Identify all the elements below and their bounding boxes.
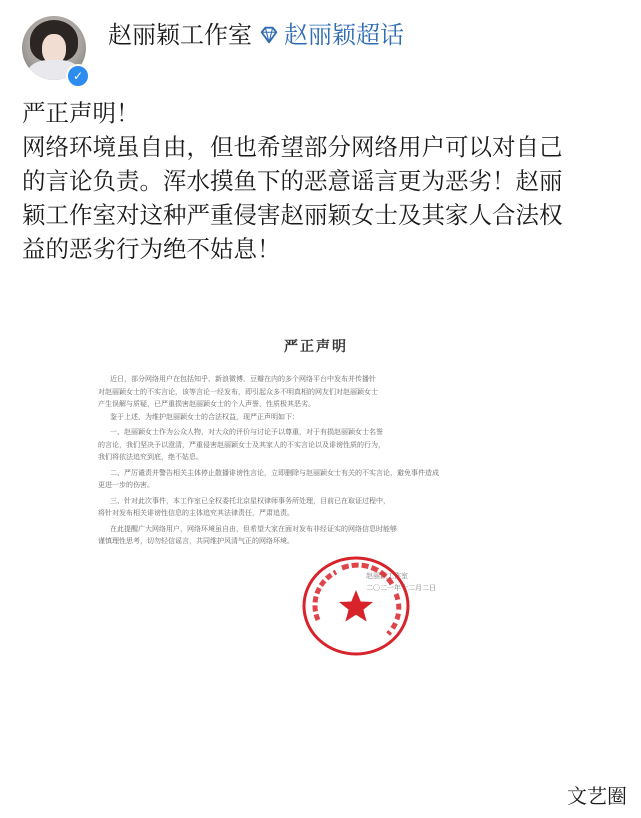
document-line: 一、赵丽颖女士作为公众人物，对大众的评价与讨论予以尊重，对于有损赵丽颖女士名誉 xyxy=(110,428,383,436)
document-line: 更进一步的伤害。 xyxy=(98,481,154,489)
document-line: 二、严厉谴责并警告相关主体停止散播诽谤性言论，立即删除与赵丽颖女士有关的不实言论，避免事件造成 xyxy=(110,468,439,477)
document-line: 的言论，我们坚决予以澄清，严重侵害赵丽颖女士及其家人的不实言论以及诽谤性质的行为， xyxy=(98,440,385,449)
signature-line: 二〇二一年十二月二日 xyxy=(366,584,436,592)
verified-badge-icon: ✓ xyxy=(66,64,90,88)
document-text xyxy=(98,374,534,549)
signature-line: 赵丽颖工作室 xyxy=(366,572,408,580)
document-title: 严正声明 xyxy=(284,339,348,355)
official-seal-icon xyxy=(296,550,416,660)
document-line: 对赵丽颖女士的不实言论，该等言论一经发布，即引起众多不明真相的网友们对赵丽颖女士 xyxy=(98,387,378,396)
post-text-line: 益的恶劣行为绝不姑息！ xyxy=(22,235,281,263)
post-text-line: 网络环境虽自由，但也希望部分网络用户可以对自己 xyxy=(22,133,563,161)
document-line: 三、针对此次事件，本工作室已全权委托北京星权律师事务所处理，目前已在取证过程中， xyxy=(110,496,390,505)
topic-link[interactable] xyxy=(258,20,404,50)
document-line: 谨慎理性思考，切勿轻信谣言，共同维护风清气正的网络环境。 xyxy=(98,537,294,545)
topic-link-label: 赵丽颖超话 xyxy=(284,21,404,49)
document-line: 我们将依法追究到底，绝不姑息。 xyxy=(98,453,203,461)
document-line: 将针对发布相关诽谤性信息的主体追究其法律责任，严肃追责。 xyxy=(98,509,294,517)
author-name[interactable]: 赵丽颖工作室 xyxy=(108,21,252,49)
document-line: 近日，部分网络用户在包括知乎、新浪微博、豆瓣在内的多个网络平台中发布并传播针 xyxy=(110,375,376,383)
document-line: 在此提醒广大网络用户，网络环境虽自由，但希望大家在面对发布非经证实的网络信息时能够 xyxy=(110,524,397,533)
post-text-line: 颖工作室对这种严重侵害赵丽颖女士及其家人合法权 xyxy=(22,201,563,229)
post-text-line: 严正声明！ xyxy=(22,99,140,127)
document-line: 鉴于上述，为维护赵丽颖女士的合法权益，现严正声明如下： xyxy=(110,412,299,421)
post-header xyxy=(0,0,641,90)
statement-document-image[interactable] xyxy=(66,300,566,645)
post-text xyxy=(22,96,620,266)
diamond-topic-icon xyxy=(258,24,280,46)
source-watermark: 文艺圈 xyxy=(567,784,627,808)
document-line: 产生误解与质疑，已严重损害赵丽颖女士的个人声誉，性质极其恶劣。 xyxy=(98,400,315,408)
post-text-line: 的言论负责。浑水摸鱼下的恶意谣言更为恶劣！赵丽 xyxy=(22,167,563,195)
